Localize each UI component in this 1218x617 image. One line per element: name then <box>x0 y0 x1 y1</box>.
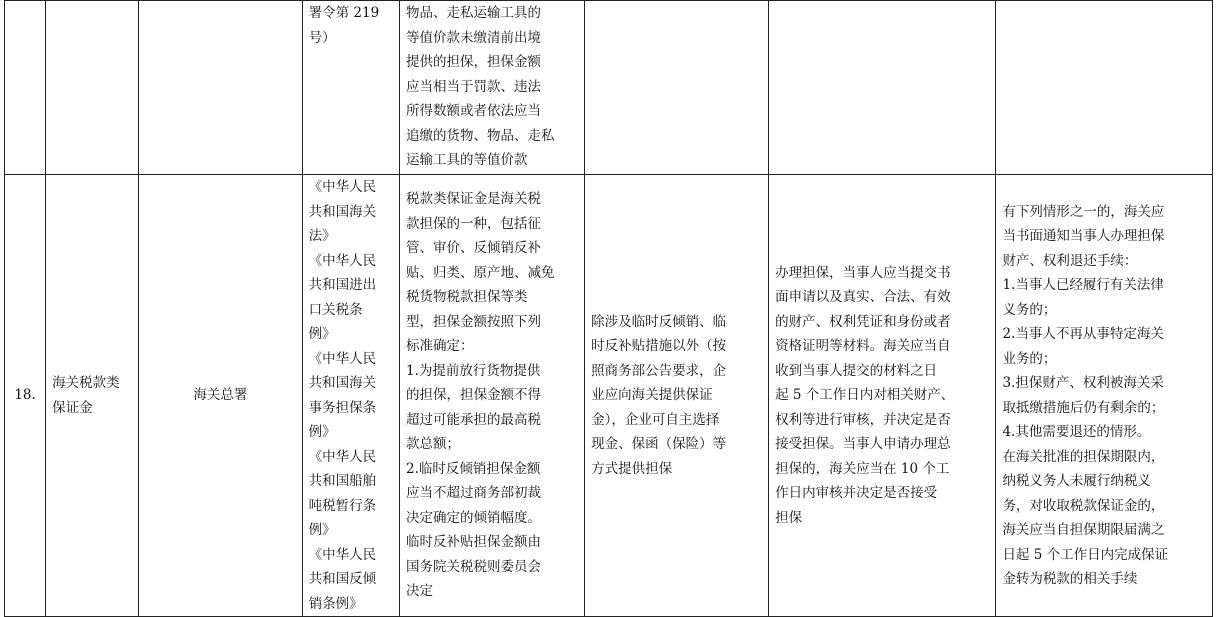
text-line: 接受担保。当事人申请办理总 <box>775 436 951 453</box>
text-line: 海关应当自担保期限届满之 <box>1002 522 1165 538</box>
method-cell <box>585 175 769 617</box>
text-line: 取抵缴措施后仍有剩余的； <box>1002 399 1165 416</box>
text-line: 日起 5 个工作日内完成保证 <box>1002 546 1169 563</box>
text-line: 例》 <box>308 522 336 538</box>
authority-cell <box>139 1 302 175</box>
text-line: 共和国海关 <box>308 375 377 391</box>
text-line: 国务院关税税则委员会 <box>406 558 542 575</box>
text-line: 办理担保，当事人应当提交书 <box>775 264 951 281</box>
text-line: 共和国海关 <box>308 203 377 220</box>
text-line: 标准确定： <box>406 338 474 355</box>
text-line: 义务的； <box>1002 301 1057 318</box>
text-line: 纳税义务人未履行纳税义 <box>1002 473 1151 489</box>
text-line: 署令第 219 <box>308 5 380 21</box>
text-line: 担保的，海关应当在 10 个工 <box>775 460 950 477</box>
procedure-cell <box>769 175 996 617</box>
text-line: 税货物税款担保等类 <box>406 289 528 306</box>
text-line: 权利等进行审核，并决定是否 <box>775 411 951 428</box>
basis-cell <box>302 175 399 617</box>
text-line: 的担保，担保金额不得 <box>406 387 542 404</box>
text-line: 起 5 个工作日内对相关财产、 <box>775 387 955 404</box>
standard-cell <box>400 1 585 175</box>
text-line: 财产、权利退还手续： <box>1002 252 1138 269</box>
refund-cell <box>996 1 1213 175</box>
text-line: 事务担保条 <box>308 399 377 416</box>
text-line: 号） <box>308 29 336 46</box>
refund-cell <box>996 175 1213 617</box>
text-line: 1.为提前放行货物提供 <box>406 362 541 379</box>
text-line: 海关税款类 <box>52 375 120 391</box>
text-line: 所得数额或者依法应当 <box>406 103 542 119</box>
text-line: 超过可能承担的最高税 <box>406 411 542 428</box>
text-line: 《中华人民 <box>308 179 377 195</box>
text-line: 管、审价、反倾销反补 <box>406 240 542 257</box>
text-line: 口关税条 <box>308 301 363 318</box>
number-cell <box>5 1 46 175</box>
text-line: 贴、归类、原产地、减免 <box>406 264 555 281</box>
basis-cell <box>302 1 399 175</box>
text-line: 吨税暂行条 <box>308 497 377 514</box>
text-line: 提供的担保，担保金额 <box>406 54 542 70</box>
text-line: 决定确定的倾销幅度。 <box>406 509 542 526</box>
text-line: 应当不超过商务部初裁 <box>406 485 542 502</box>
text-line: 当书面通知当事人办理担保 <box>1002 228 1165 244</box>
text-line: 作日内审核并决定是否接受 <box>775 485 938 502</box>
procedure-cell <box>769 1 996 175</box>
text-line: 税款类保证金是海关税 <box>406 191 542 208</box>
text-line: 追缴的货物、物品、走私 <box>406 127 555 144</box>
text-line: 在海关批准的担保期限内， <box>1002 448 1165 465</box>
text-line: 金），企业可自主选择 <box>591 411 720 428</box>
text-line: 面申请以及真实、合法、有效 <box>775 289 951 306</box>
text-line: 保证金 <box>52 399 93 416</box>
text-line: 2.当事人不再从事特定海关 <box>1002 326 1164 342</box>
text-line: 担保 <box>775 509 803 526</box>
text-line: 有下列情形之一的，海关应 <box>1002 203 1165 220</box>
text-line: 金转为税款的相关手续 <box>1002 571 1138 587</box>
text-line: 的财产、权利凭证和身份或者 <box>775 313 951 330</box>
text-line: 临时反补贴担保金额由 <box>406 534 542 551</box>
text-line: 4.其他需要退还的情形。 <box>1002 424 1151 440</box>
table-row <box>5 175 1213 617</box>
text-line: 运输工具的等值价款 <box>406 152 528 168</box>
fee-table <box>4 0 1213 617</box>
text-line: 《中华人民 <box>308 350 377 367</box>
text-line: 业应向海关提供保证 <box>591 387 713 404</box>
text-line: 《中华人民 <box>308 546 377 563</box>
table-row <box>5 1 1213 175</box>
text-line: 《中华人民 <box>308 252 377 269</box>
text-line: 销条例》 <box>308 595 363 612</box>
text-line: 决定 <box>406 583 434 600</box>
text-line: 收到当事人提交的材料之日 <box>775 362 938 379</box>
text-line: 型，担保金额按照下列 <box>406 313 542 330</box>
text-line: 共和国船舶 <box>308 473 377 489</box>
text-line: 3.担保财产、权利被海关采 <box>1002 375 1164 391</box>
text-line: 《中华人民 <box>308 448 377 465</box>
text-line: 时反补贴措施以外（按 <box>591 338 727 355</box>
text-line: 除涉及临时反倾销、临 <box>591 313 727 330</box>
method-cell <box>585 1 769 175</box>
text-line: 方式提供担保 <box>591 460 673 477</box>
text-line: 现金、保函（保险）等 <box>591 436 727 453</box>
name-cell <box>46 175 139 617</box>
standard-cell <box>400 175 585 617</box>
text-line: 法》 <box>308 228 336 244</box>
authority-cell: 海关总署 <box>139 175 302 617</box>
text-line: 款总额； <box>406 436 461 453</box>
text-line: 例》 <box>308 424 336 440</box>
text-line: 应当相当于罚款、违法 <box>406 78 542 95</box>
text-line: 资格证明等材料。海关应当自 <box>775 338 951 355</box>
text-line: 务，对收取税款保证金的， <box>1002 497 1165 514</box>
text-line: 业务的； <box>1002 350 1057 367</box>
text-line: 款担保的一种，包括征 <box>406 215 542 232</box>
name-cell <box>46 1 139 175</box>
text-line: 1.当事人已经履行有关法律 <box>1002 277 1164 293</box>
text-line: 物品、走私运输工具的 <box>406 5 542 21</box>
text-line: 共和国反倾 <box>308 571 377 587</box>
text-line: 2.临时反倾销担保金额 <box>406 460 541 477</box>
text-line: 等值价款未缴清前出境 <box>406 29 542 46</box>
text-line: 共和国进出 <box>308 277 377 293</box>
number-cell: 18. <box>5 175 46 617</box>
text-line: 照商务部公告要求，企 <box>591 362 727 379</box>
text-line: 例》 <box>308 326 336 342</box>
